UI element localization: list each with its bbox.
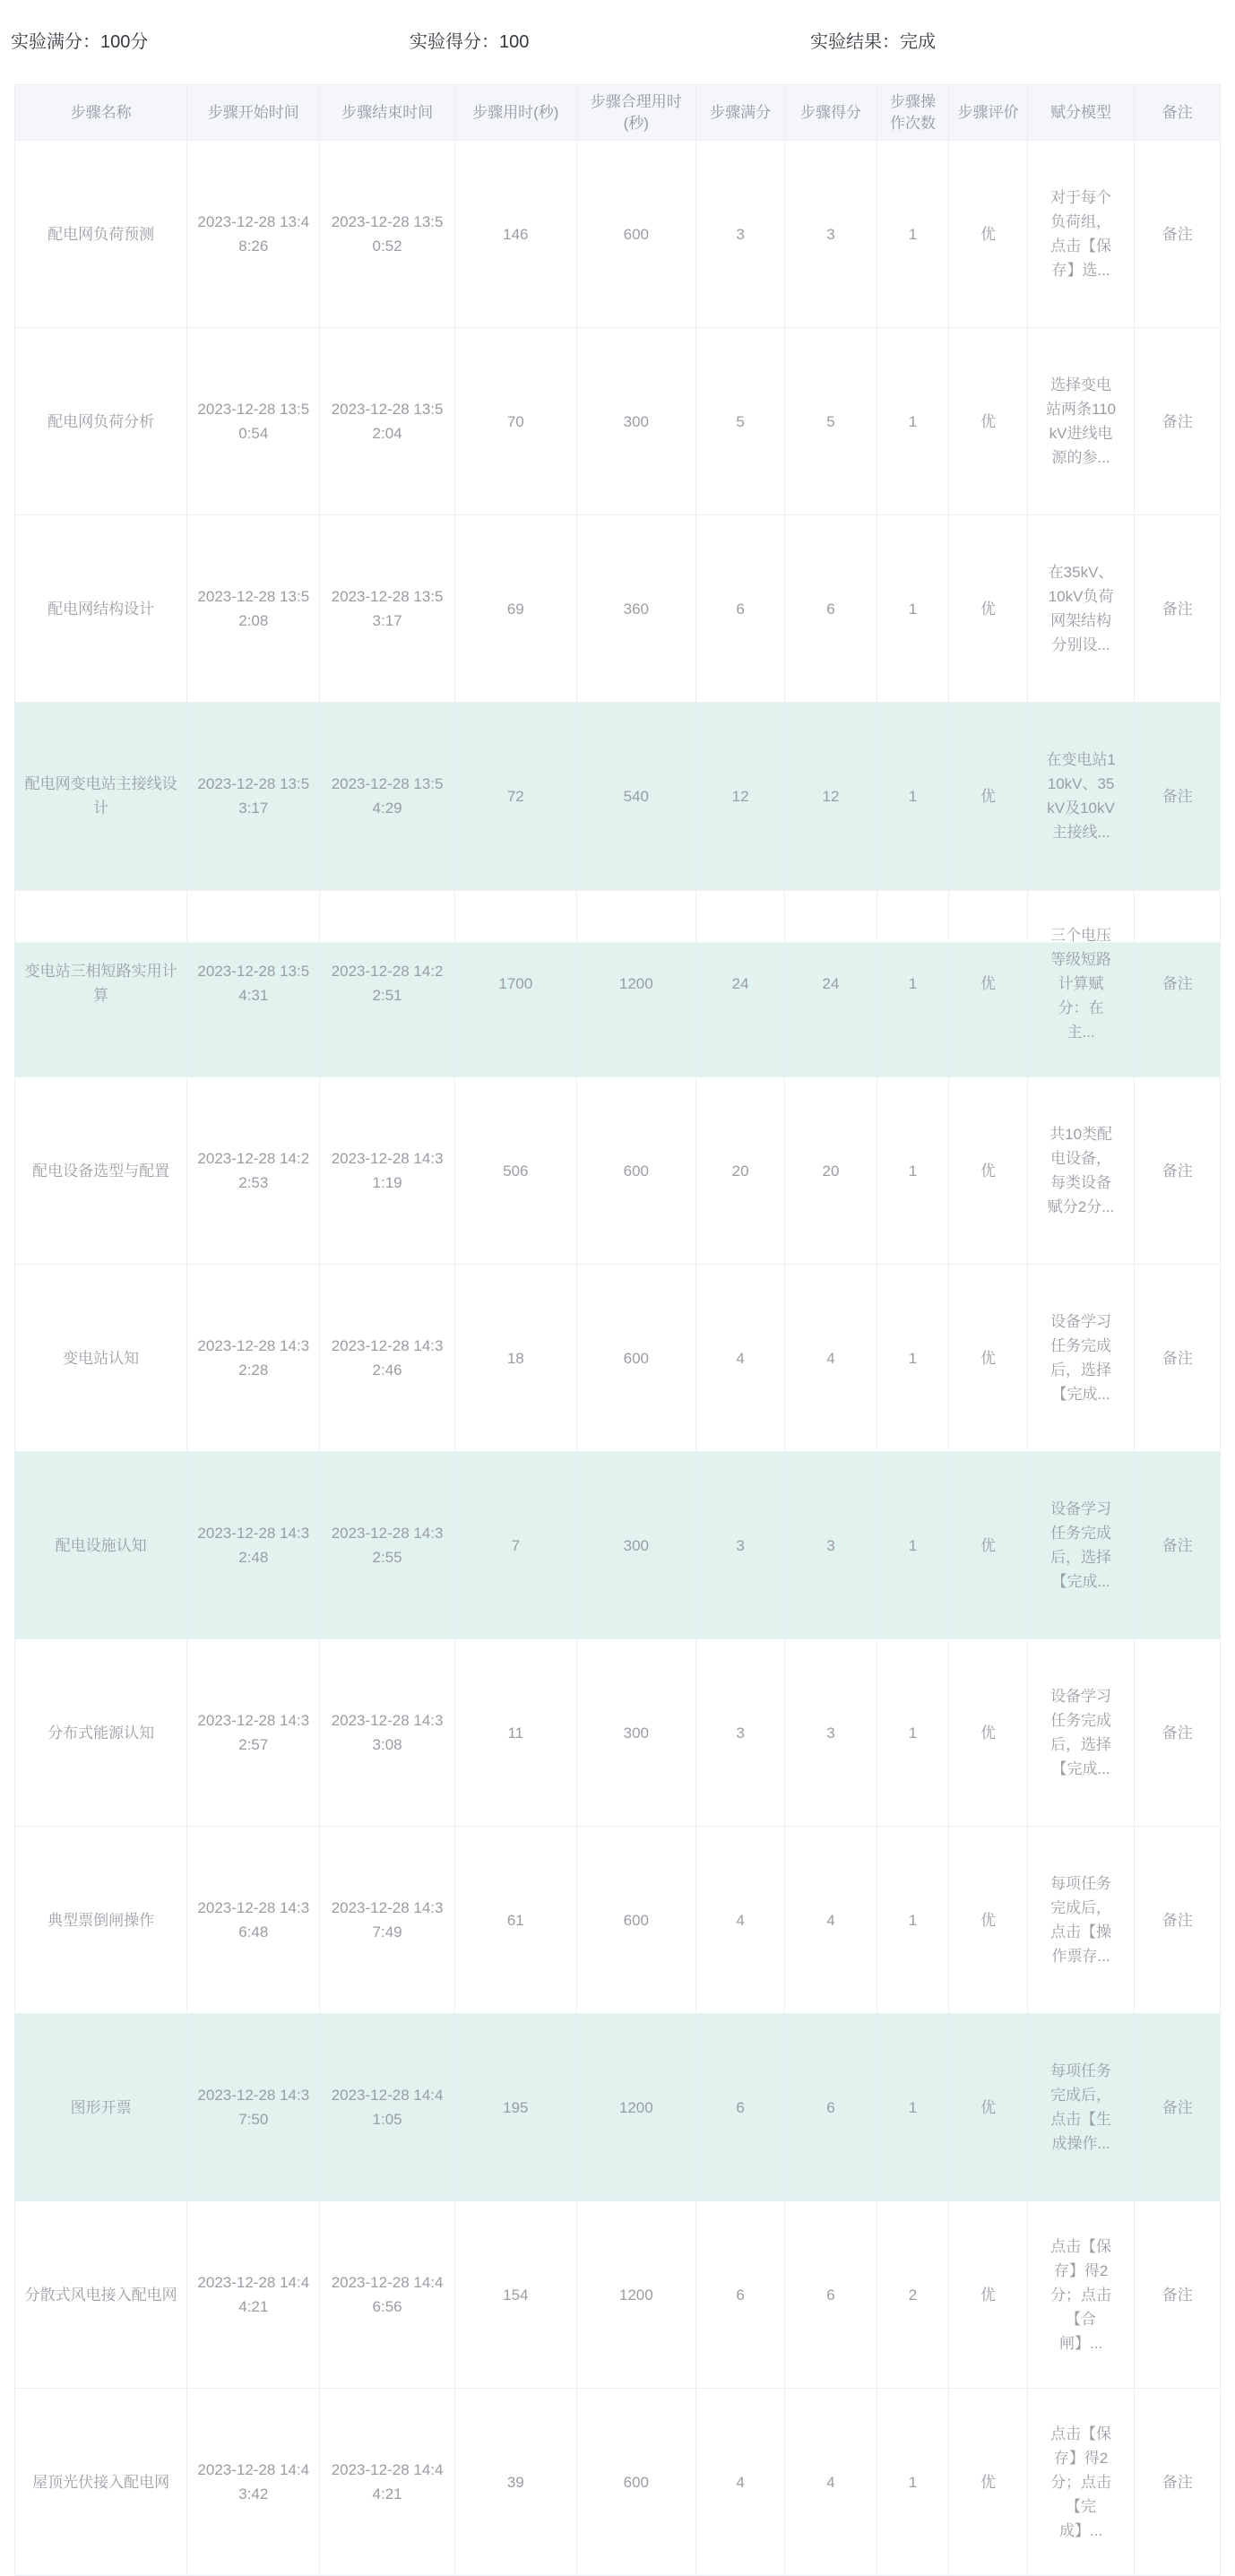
cell-start: 2023-12-28 14:44:21 [187, 2201, 320, 2389]
cell-evaluation: 优 [949, 515, 1027, 703]
experiment-result [810, 27, 936, 53]
experiment-score [410, 27, 529, 53]
cell-end: 2023-12-28 13:52:04 [320, 328, 455, 515]
cell-reasonable: 300 [576, 328, 695, 515]
cell-start: 2023-12-28 14:37:50 [187, 2014, 320, 2201]
cell-remark[interactable]: 备注 [1135, 515, 1221, 703]
cell-full_score: 20 [695, 1077, 785, 1265]
cell-model: 在35kV、10kV负荷网架结构分别设... [1027, 515, 1135, 703]
cell-operations: 1 [877, 2389, 949, 2576]
step-results-table [14, 84, 1221, 2576]
cell-score: 24 [785, 890, 877, 1077]
cell-model: 每项任务完成后，点击【生成操作... [1027, 2014, 1135, 2201]
cell-start: 2023-12-28 13:53:17 [187, 703, 320, 890]
cell-start: 2023-12-28 14:32:48 [187, 1452, 320, 1639]
cell-duration: 11 [454, 1639, 576, 1827]
cell-name: 配电网变电站主接线设计 [15, 703, 187, 890]
cell-full_score: 12 [695, 703, 785, 890]
cell-evaluation: 优 [949, 1265, 1027, 1452]
cell-duration: 1700 [454, 890, 576, 1077]
cell-duration: 146 [454, 141, 576, 328]
cell-full_score: 4 [695, 1265, 785, 1452]
table-row [15, 2201, 1221, 2389]
cell-score: 3 [785, 1639, 877, 1827]
cell-evaluation: 优 [949, 2201, 1027, 2389]
cell-remark[interactable]: 备注 [1135, 2201, 1221, 2389]
column-header-evaluation: 步骤评价 [949, 85, 1027, 141]
cell-evaluation: 优 [949, 141, 1027, 328]
cell-reasonable: 540 [576, 703, 695, 890]
cell-model: 点击【保存】得2分；点击【完成】... [1027, 2389, 1135, 2576]
table-row [15, 328, 1221, 515]
cell-evaluation: 优 [949, 2389, 1027, 2576]
cell-remark[interactable]: 备注 [1135, 1452, 1221, 1639]
cell-score: 20 [785, 1077, 877, 1265]
cell-end: 2023-12-28 14:31:19 [320, 1077, 455, 1265]
experiment-result-value: 完成 [900, 32, 936, 52]
cell-operations: 1 [877, 1452, 949, 1639]
cell-remark[interactable]: 备注 [1135, 703, 1221, 890]
cell-start: 2023-12-28 14:32:57 [187, 1639, 320, 1827]
cell-remark[interactable]: 备注 [1135, 1265, 1221, 1452]
cell-evaluation: 优 [949, 1452, 1027, 1639]
cell-start: 2023-12-28 14:22:53 [187, 1077, 320, 1265]
experiment-full-score-value: 100分 [100, 32, 149, 52]
cell-duration: 506 [454, 1077, 576, 1265]
cell-operations: 1 [877, 2014, 949, 2201]
experiment-result-label: 实验结果： [810, 32, 900, 52]
table-row [15, 141, 1221, 328]
cell-name: 变电站认知 [15, 1265, 187, 1452]
cell-model: 三个电压等级短路计算赋分：在主... [1027, 890, 1135, 1077]
table-row [15, 890, 1221, 1077]
cell-model: 设备学习任务完成后，选择【完成... [1027, 1452, 1135, 1639]
cell-remark[interactable]: 备注 [1135, 890, 1221, 1077]
table-header-row [15, 85, 1221, 141]
experiment-summary-bar [0, 0, 1235, 84]
column-header-start: 步骤开始时间 [187, 85, 320, 141]
column-header-remark: 备注 [1135, 85, 1221, 141]
cell-end: 2023-12-28 14:46:56 [320, 2201, 455, 2389]
cell-start: 2023-12-28 14:32:28 [187, 1265, 320, 1452]
cell-full_score: 3 [695, 1452, 785, 1639]
cell-duration: 39 [454, 2389, 576, 2576]
column-header-full_score: 步骤满分 [695, 85, 785, 141]
cell-evaluation: 优 [949, 1827, 1027, 2014]
column-header-operations: 步骤操作次数 [877, 85, 949, 141]
table-row [15, 2389, 1221, 2576]
cell-operations: 1 [877, 1265, 949, 1452]
cell-reasonable: 600 [576, 1265, 695, 1452]
cell-full_score: 3 [695, 1639, 785, 1827]
cell-score: 4 [785, 1265, 877, 1452]
cell-model: 点击【保存】得2分；点击【合闸】... [1027, 2201, 1135, 2389]
cell-start: 2023-12-28 13:48:26 [187, 141, 320, 328]
cell-start: 2023-12-28 14:36:48 [187, 1827, 320, 2014]
cell-reasonable: 300 [576, 1452, 695, 1639]
cell-reasonable: 600 [576, 1077, 695, 1265]
cell-evaluation: 优 [949, 1639, 1027, 1827]
cell-evaluation: 优 [949, 1077, 1027, 1265]
cell-full_score: 6 [695, 2014, 785, 2201]
experiment-full-score [11, 27, 148, 53]
cell-score: 6 [785, 515, 877, 703]
cell-score: 6 [785, 2201, 877, 2389]
cell-remark[interactable]: 备注 [1135, 141, 1221, 328]
experiment-score-label: 实验得分： [410, 32, 499, 52]
cell-end: 2023-12-28 14:44:21 [320, 2389, 455, 2576]
table-row [15, 1077, 1221, 1265]
cell-score: 3 [785, 141, 877, 328]
cell-remark[interactable]: 备注 [1135, 1077, 1221, 1265]
cell-end: 2023-12-28 14:41:05 [320, 2014, 455, 2201]
cell-end: 2023-12-28 13:54:29 [320, 703, 455, 890]
cell-model: 共10类配电设备，每类设备赋分2分... [1027, 1077, 1135, 1265]
cell-reasonable: 1200 [576, 890, 695, 1077]
column-header-duration: 步骤用时(秒) [454, 85, 576, 141]
cell-evaluation: 优 [949, 2014, 1027, 2201]
cell-duration: 72 [454, 703, 576, 890]
cell-end: 2023-12-28 13:53:17 [320, 515, 455, 703]
cell-duration: 18 [454, 1265, 576, 1452]
cell-name: 变电站三相短路实用计算 [15, 890, 187, 1077]
column-header-reasonable: 步骤合理用时(秒) [576, 85, 695, 141]
cell-operations: 1 [877, 1827, 949, 2014]
cell-operations: 1 [877, 141, 949, 328]
cell-full_score: 6 [695, 2201, 785, 2389]
cell-operations: 1 [877, 1077, 949, 1265]
experiment-score-value: 100 [499, 32, 530, 52]
table-row [15, 2014, 1221, 2201]
cell-model: 设备学习任务完成后，选择【完成... [1027, 1265, 1135, 1452]
cell-duration: 154 [454, 2201, 576, 2389]
cell-evaluation: 优 [949, 890, 1027, 1077]
table-row [15, 703, 1221, 890]
cell-reasonable: 600 [576, 141, 695, 328]
cell-end: 2023-12-28 13:50:52 [320, 141, 455, 328]
cell-name: 配电网负荷预测 [15, 141, 187, 328]
cell-name: 配电网负荷分析 [15, 328, 187, 515]
cell-full_score: 3 [695, 141, 785, 328]
cell-end: 2023-12-28 14:32:55 [320, 1452, 455, 1639]
cell-duration: 69 [454, 515, 576, 703]
cell-model: 在变电站110kV、35kV及10kV主接线... [1027, 703, 1135, 890]
column-header-name: 步骤名称 [15, 85, 187, 141]
table-body [15, 141, 1221, 2576]
cell-end: 2023-12-28 14:22:51 [320, 890, 455, 1077]
cell-duration: 61 [454, 1827, 576, 2014]
cell-name: 典型票倒闸操作 [15, 1827, 187, 2014]
cell-name: 屋顶光伏接入配电网 [15, 2389, 187, 2576]
experiment-full-score-label: 实验满分： [11, 32, 100, 52]
cell-full_score: 4 [695, 1827, 785, 2014]
cell-duration: 70 [454, 328, 576, 515]
cell-score: 4 [785, 2389, 877, 2576]
cell-remark[interactable]: 备注 [1135, 2014, 1221, 2201]
table-row [15, 1265, 1221, 1452]
cell-reasonable: 1200 [576, 2014, 695, 2201]
cell-name: 配电设备选型与配置 [15, 1077, 187, 1265]
cell-model: 选择变电站两条110kV进线电源的参... [1027, 328, 1135, 515]
cell-reasonable: 300 [576, 1639, 695, 1827]
cell-end: 2023-12-28 14:33:08 [320, 1639, 455, 1827]
column-header-score: 步骤得分 [785, 85, 877, 141]
cell-name: 分散式风电接入配电网 [15, 2201, 187, 2389]
cell-model: 对于每个负荷组，点击【保存】选... [1027, 141, 1135, 328]
cell-score: 6 [785, 2014, 877, 2201]
cell-operations: 2 [877, 2201, 949, 2389]
cell-duration: 7 [454, 1452, 576, 1639]
cell-name: 配电网结构设计 [15, 515, 187, 703]
cell-reasonable: 600 [576, 2389, 695, 2576]
table-row [15, 1452, 1221, 1639]
cell-score: 12 [785, 703, 877, 890]
cell-name: 图形开票 [15, 2014, 187, 2201]
table-row [15, 1827, 1221, 2014]
cell-start: 2023-12-28 13:50:54 [187, 328, 320, 515]
cell-start: 2023-12-28 14:43:42 [187, 2389, 320, 2576]
cell-reasonable: 360 [576, 515, 695, 703]
cell-full_score: 4 [695, 2389, 785, 2576]
cell-full_score: 24 [695, 890, 785, 1077]
cell-score: 3 [785, 1452, 877, 1639]
cell-start: 2023-12-28 13:54:31 [187, 890, 320, 1077]
cell-model: 设备学习任务完成后，选择【完成... [1027, 1639, 1135, 1827]
cell-reasonable: 1200 [576, 2201, 695, 2389]
cell-evaluation: 优 [949, 703, 1027, 890]
cell-remark[interactable]: 备注 [1135, 1639, 1221, 1827]
cell-remark[interactable]: 备注 [1135, 2389, 1221, 2576]
cell-full_score: 6 [695, 515, 785, 703]
cell-operations: 1 [877, 890, 949, 1077]
cell-model: 每项任务完成后，点击【操作票存... [1027, 1827, 1135, 2014]
cell-score: 5 [785, 328, 877, 515]
column-header-model: 赋分模型 [1027, 85, 1135, 141]
cell-reasonable: 600 [576, 1827, 695, 2014]
table-row [15, 515, 1221, 703]
cell-operations: 1 [877, 1639, 949, 1827]
cell-score: 4 [785, 1827, 877, 2014]
cell-end: 2023-12-28 14:32:46 [320, 1265, 455, 1452]
cell-evaluation: 优 [949, 328, 1027, 515]
column-header-end: 步骤结束时间 [320, 85, 455, 141]
cell-name: 分布式能源认知 [15, 1639, 187, 1827]
cell-full_score: 5 [695, 328, 785, 515]
table-header [15, 85, 1221, 141]
cell-operations: 1 [877, 515, 949, 703]
cell-operations: 1 [877, 703, 949, 890]
cell-end: 2023-12-28 14:37:49 [320, 1827, 455, 2014]
cell-remark[interactable]: 备注 [1135, 1827, 1221, 2014]
cell-name: 配电设施认知 [15, 1452, 187, 1639]
cell-remark[interactable]: 备注 [1135, 328, 1221, 515]
cell-operations: 1 [877, 328, 949, 515]
cell-start: 2023-12-28 13:52:08 [187, 515, 320, 703]
table-row [15, 1639, 1221, 1827]
cell-duration: 195 [454, 2014, 576, 2201]
